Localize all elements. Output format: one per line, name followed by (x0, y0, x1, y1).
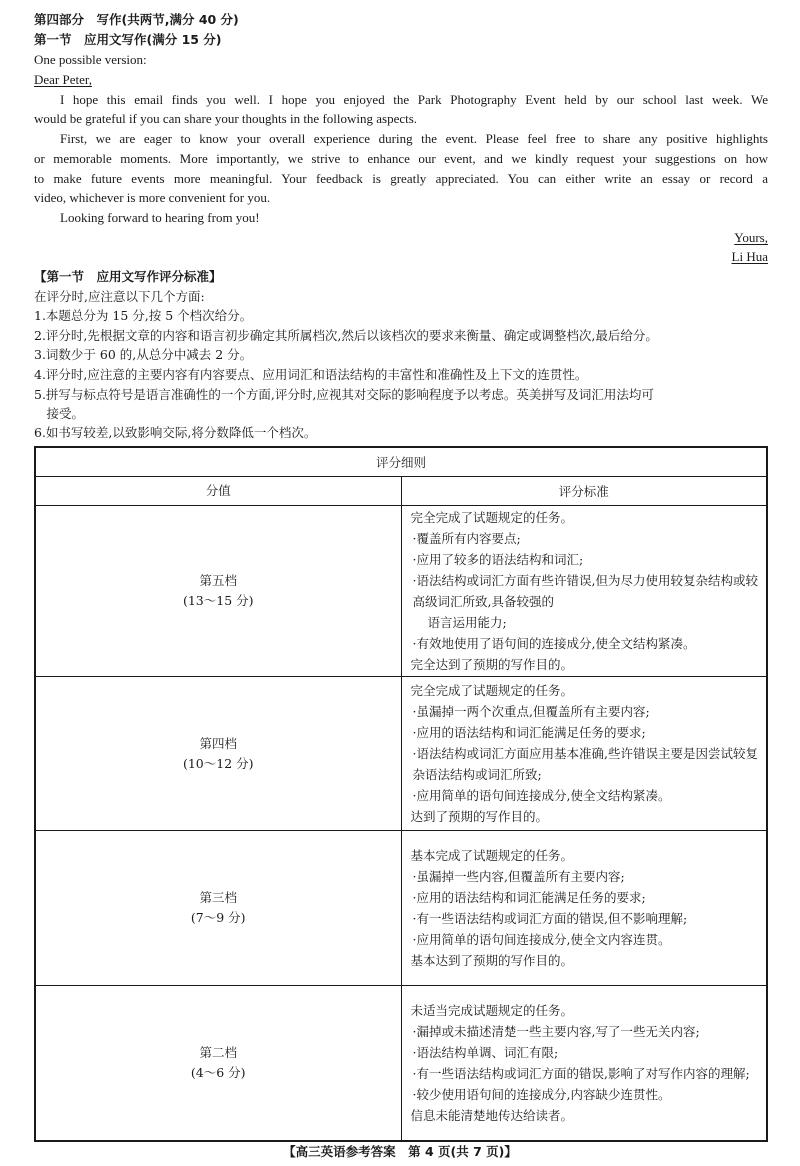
band-score-cell (35, 505, 401, 676)
band-bullet: ·语法结构或词汇方面有些许错误,但为尽力使用较复杂结构或较高级词汇所致,具备较强的 (412, 572, 758, 609)
criteria-title: 【第一节 应用文写作评分标准】 (34, 269, 222, 284)
band-bullet: ·语法结构或词汇方面应用基本准确,些许错误主要是因尝试较复杂语法结构或词汇所致; (412, 746, 758, 783)
criteria-item: 2.评分时,先根据文章的内容和语言初步确定其所属档次,然后以该档次的要求来衡量、确定或调整档次,最后给分。 (34, 328, 658, 343)
letter-closing: Yours, (734, 230, 768, 245)
band-range: (10～12 分) (182, 755, 254, 771)
band-name: 第二档 (199, 1045, 237, 1061)
band-bullet: ·应用了较多的语法结构和词汇; (412, 551, 584, 567)
band-row (35, 505, 767, 676)
letter-line: I hope this email finds you well. I hope you enjoyed the Park Photography Event held by our school last week. We (60, 92, 768, 107)
letter-salutation: Dear Peter, (34, 72, 92, 87)
band-line: 完全达到了预期的写作目的。 (410, 656, 574, 672)
band-criteria-cell (401, 986, 767, 1141)
page-footer: 【高三英语参考答案 第 4 页(共 7 页)】 (283, 1144, 517, 1159)
band-score-cell (35, 676, 401, 831)
band-range: (7～9 分) (190, 910, 246, 926)
band-score-cell (35, 986, 401, 1141)
band-bullet: ·有一些语法结构或词汇方面的错误,但不影响理解; (412, 911, 688, 927)
band-row (35, 831, 767, 986)
rubric-caption: 评分细则 (35, 447, 767, 477)
part-title: 第四部分 写作(共两节,满分 40 分) (34, 12, 239, 27)
band-bullet: ·有一些语法结构或词汇方面的错误,影响了对写作内容的理解; (412, 1066, 750, 1082)
band-line: 完全完成了试题规定的任务。 (410, 683, 574, 699)
letter-line: or memorable moments. More importantly, we strive to enhance our event, and we kindly request your suggestions on how (34, 151, 768, 166)
letter-line: video, whichever is more convenient for you. (34, 190, 271, 205)
section-title: 第一节 应用文写作(满分 15 分) (34, 32, 222, 47)
letter-line: Looking forward to hearing from you! (60, 210, 260, 225)
band-line: 信息未能清楚地传达给读者。 (410, 1108, 574, 1124)
band-row (35, 676, 767, 831)
band-bullet: ·覆盖所有内容要点; (412, 530, 521, 546)
criteria-column-header: 评分标准 (401, 477, 767, 505)
band-criteria-cell (401, 505, 767, 676)
criteria-item: 接受。 (34, 406, 85, 421)
letter-signature: Li Hua (731, 249, 768, 264)
letter-line: to make future events more meaningful. Your feedback is greatly appreciated. You can either write an essay or record a (34, 171, 768, 186)
score-column-header: 分值 (35, 477, 401, 505)
band-name: 第四档 (199, 735, 237, 751)
band-row (35, 986, 767, 1141)
band-bullet: ·应用简单的语句间连接成分,使全文结构紧凑。 (412, 788, 671, 804)
band-bullet: ·应用简单的语句间连接成分,使全文内容连贯。 (412, 932, 671, 948)
criteria-item: 1.本题总分为 15 分,按 5 个档次给分。 (34, 308, 253, 323)
band-line: 完全完成了试题规定的任务。 (410, 509, 574, 525)
version-intro: One possible version: (34, 52, 147, 67)
letter-line: would be grateful if you can share your thoughts in the following aspects. (34, 111, 418, 126)
band-bullet: ·应用的语法结构和词汇能满足任务的要求; (412, 890, 646, 906)
band-line: 基本达到了预期的写作目的。 (410, 953, 574, 969)
band-line: 未适当完成试题规定的任务。 (410, 1003, 574, 1019)
band-line: 达到了预期的写作目的。 (410, 809, 549, 825)
rubric-table (34, 446, 768, 1142)
band-name: 第五档 (199, 572, 237, 588)
band-line: 基本完成了试题规定的任务。 (410, 848, 574, 864)
band-range: (13～15 分) (182, 592, 254, 608)
band-criteria-cell (401, 676, 767, 831)
band-criteria-cell (401, 831, 767, 986)
letter-line: First, we are eager to know your overall experience during the event. Please feel free to share any positive highlights (60, 131, 768, 146)
band-bullet: ·漏掉或未描述清楚一些主要内容,写了一些无关内容; (412, 1024, 700, 1040)
band-bullet-continuation: 语言运用能力; (427, 614, 507, 630)
criteria-item: 4.评分时,应注意的主要内容有内容要点、应用词汇和语法结构的丰富性和准确性及上下文的连贯性。 (34, 367, 588, 382)
band-bullet: ·较少使用语句间的连接成分,内容缺少连贯性。 (412, 1087, 671, 1103)
band-bullet: ·虽漏掉一两个次重点,但覆盖所有主要内容; (412, 704, 650, 720)
band-range: (4～6 分) (190, 1065, 246, 1081)
criteria-item: 5.拼写与标点符号是语言准确性的一个方面,评分时,应视其对交际的影响程度予以考虑。英美拼写及词汇用法均可 (34, 387, 654, 402)
band-bullet: ·应用的语法结构和词汇能满足任务的要求; (412, 725, 646, 741)
criteria-item: 3.词数少于 60 的,从总分中减去 2 分。 (34, 347, 253, 362)
band-bullet: ·虽漏掉一些内容,但覆盖所有主要内容; (412, 869, 625, 885)
band-name: 第三档 (199, 890, 237, 906)
band-bullet: ·语法结构单调、词汇有限; (412, 1045, 559, 1061)
band-score-cell (35, 831, 401, 986)
band-bullet: ·有效地使用了语句间的连接成分,使全文结构紧凑。 (412, 635, 696, 651)
criteria-lead: 在评分时,应注意以下几个方面: (34, 289, 205, 304)
criteria-item: 6.如书写较差,以致影响交际,将分数降低一个档次。 (34, 425, 317, 440)
